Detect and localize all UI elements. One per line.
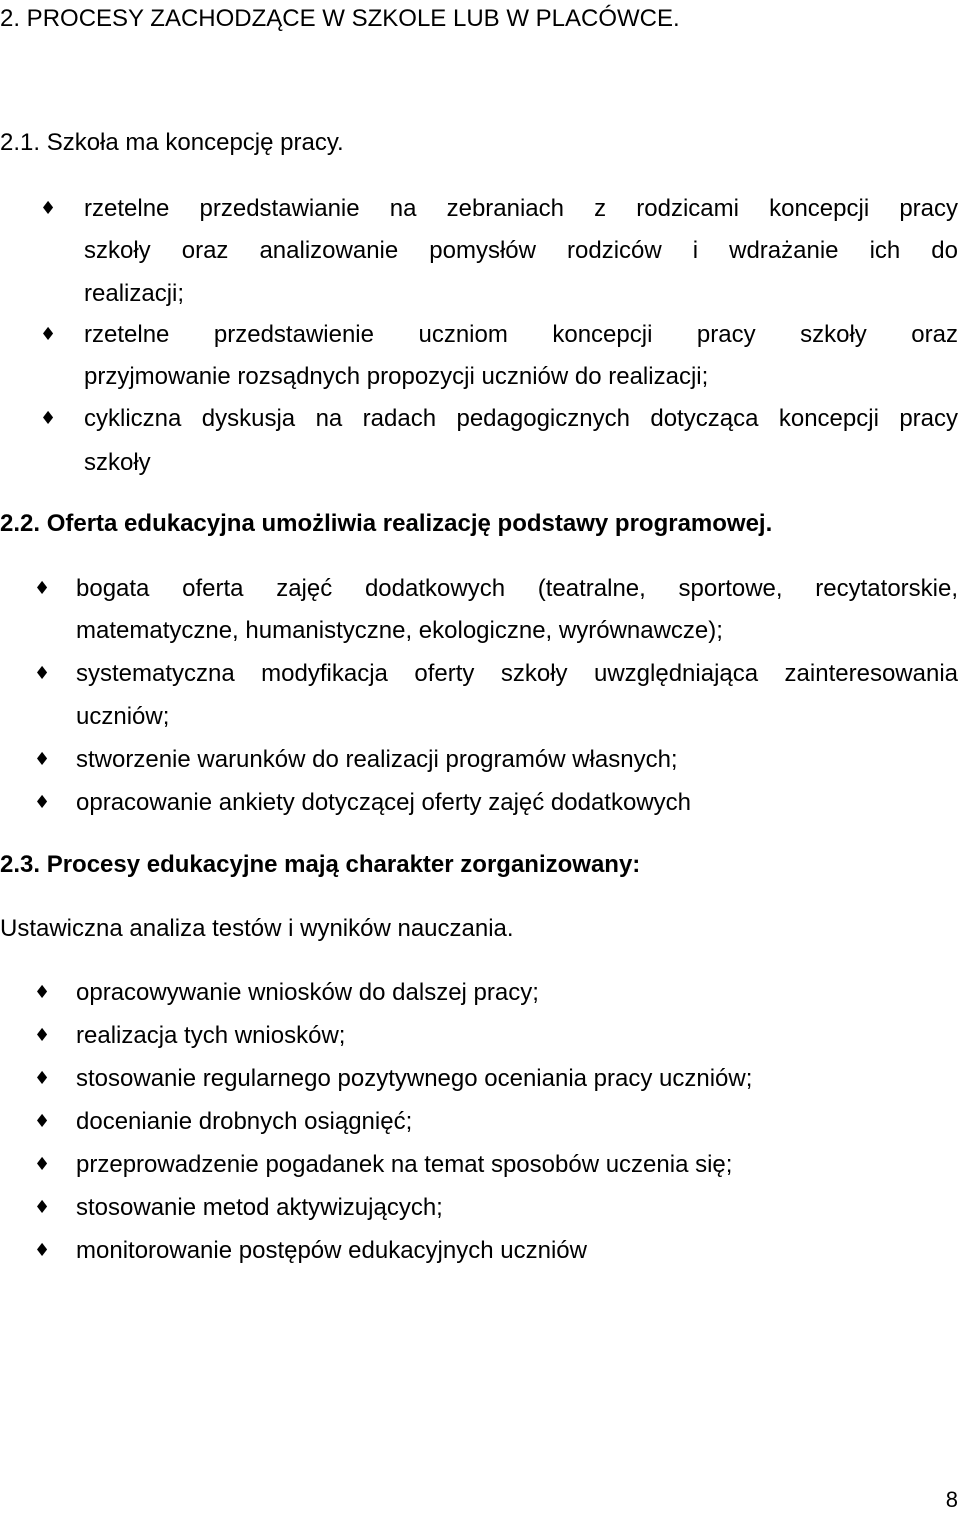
bullet-icon: ♦ — [34, 749, 51, 770]
bullet-icon: ♦ — [40, 408, 57, 429]
bullet-icon: ♦ — [34, 578, 51, 599]
bullet-icon: ♦ — [34, 663, 51, 684]
list-item-line: rzetelne przedstawienie uczniom koncepcji pracy szkoły oraz — [84, 321, 958, 348]
bullet-icon: ♦ — [34, 982, 51, 1003]
list-item-line: rzetelne przedstawianie na zebraniach z rodzicami koncepcji pracy — [84, 195, 958, 222]
section-title: 2. PROCESY ZACHODZĄCE W SZKOLE LUB W PLACÓWCE. — [0, 5, 680, 32]
bullet-icon: ♦ — [34, 1197, 51, 1218]
list-item-line: stosowanie metod aktywizujących; — [76, 1194, 443, 1221]
page-number: 8 — [945, 1487, 958, 1512]
list-item-line: realizacja tych wniosków; — [76, 1022, 346, 1049]
bullet-icon: ♦ — [34, 1068, 51, 1089]
bullet-icon: ♦ — [34, 792, 51, 813]
list-item-line: opracowanie ankiety dotyczącej oferty zajęć dodatkowych — [76, 789, 691, 816]
list-item-line: realizacji; — [84, 280, 185, 307]
list-item-line: przyjmowanie rozsądnych propozycji uczniów do realizacji; — [84, 363, 709, 390]
bullet-icon: ♦ — [40, 324, 57, 345]
list-item-line: uczniów; — [76, 703, 170, 730]
list-item-line: opracowywanie wniosków do dalszej pracy; — [76, 979, 539, 1006]
list-item-line: cykliczna dyskusja na radach pedagogicznych dotycząca koncepcji pracy — [84, 405, 958, 432]
bullet-icon: ♦ — [34, 1154, 51, 1175]
subsection-1-title: 2.1. Szkoła ma koncepcję pracy. — [0, 129, 344, 156]
list-item-line: przeprowadzenie pogadanek na temat sposobów uczenia się; — [76, 1151, 733, 1178]
list-item-line: szkoły — [84, 449, 151, 476]
subsection-3-title: 2.3. Procesy edukacyjne mają charakter zorganizowany: — [0, 851, 641, 878]
subsection-2-title: 2.2. Oferta edukacyjna umożliwia realizację podstawy programowej. — [0, 510, 773, 537]
list-item-line: systematyczna modyfikacja oferty szkoły uwzględniająca zainteresowania — [76, 660, 958, 687]
list-item-line: stosowanie regularnego pozytywnego oceniania pracy uczniów; — [76, 1065, 753, 1092]
list-item-line: docenianie drobnych osiągnięć; — [76, 1108, 413, 1135]
bullet-icon: ♦ — [34, 1025, 51, 1046]
bullet-icon: ♦ — [40, 198, 57, 219]
list-item-line: bogata oferta zajęć dodatkowych (teatralne, sportowe, recytatorskie, — [76, 575, 958, 602]
list-item-line: matematyczne, humanistyczne, ekologiczne, wyrównawcze); — [76, 617, 723, 644]
list-item-line: stworzenie warunków do realizacji programów własnych; — [76, 746, 678, 773]
list-item-line: monitorowanie postępów edukacyjnych uczniów — [76, 1237, 587, 1264]
subsection-3-intro: Ustawiczna analiza testów i wyników nauczania. — [0, 915, 514, 942]
bullet-icon: ♦ — [34, 1240, 51, 1261]
list-item-line: szkoły oraz analizowanie pomysłów rodziców i wdrażanie ich do — [84, 237, 958, 264]
bullet-icon: ♦ — [34, 1111, 51, 1132]
